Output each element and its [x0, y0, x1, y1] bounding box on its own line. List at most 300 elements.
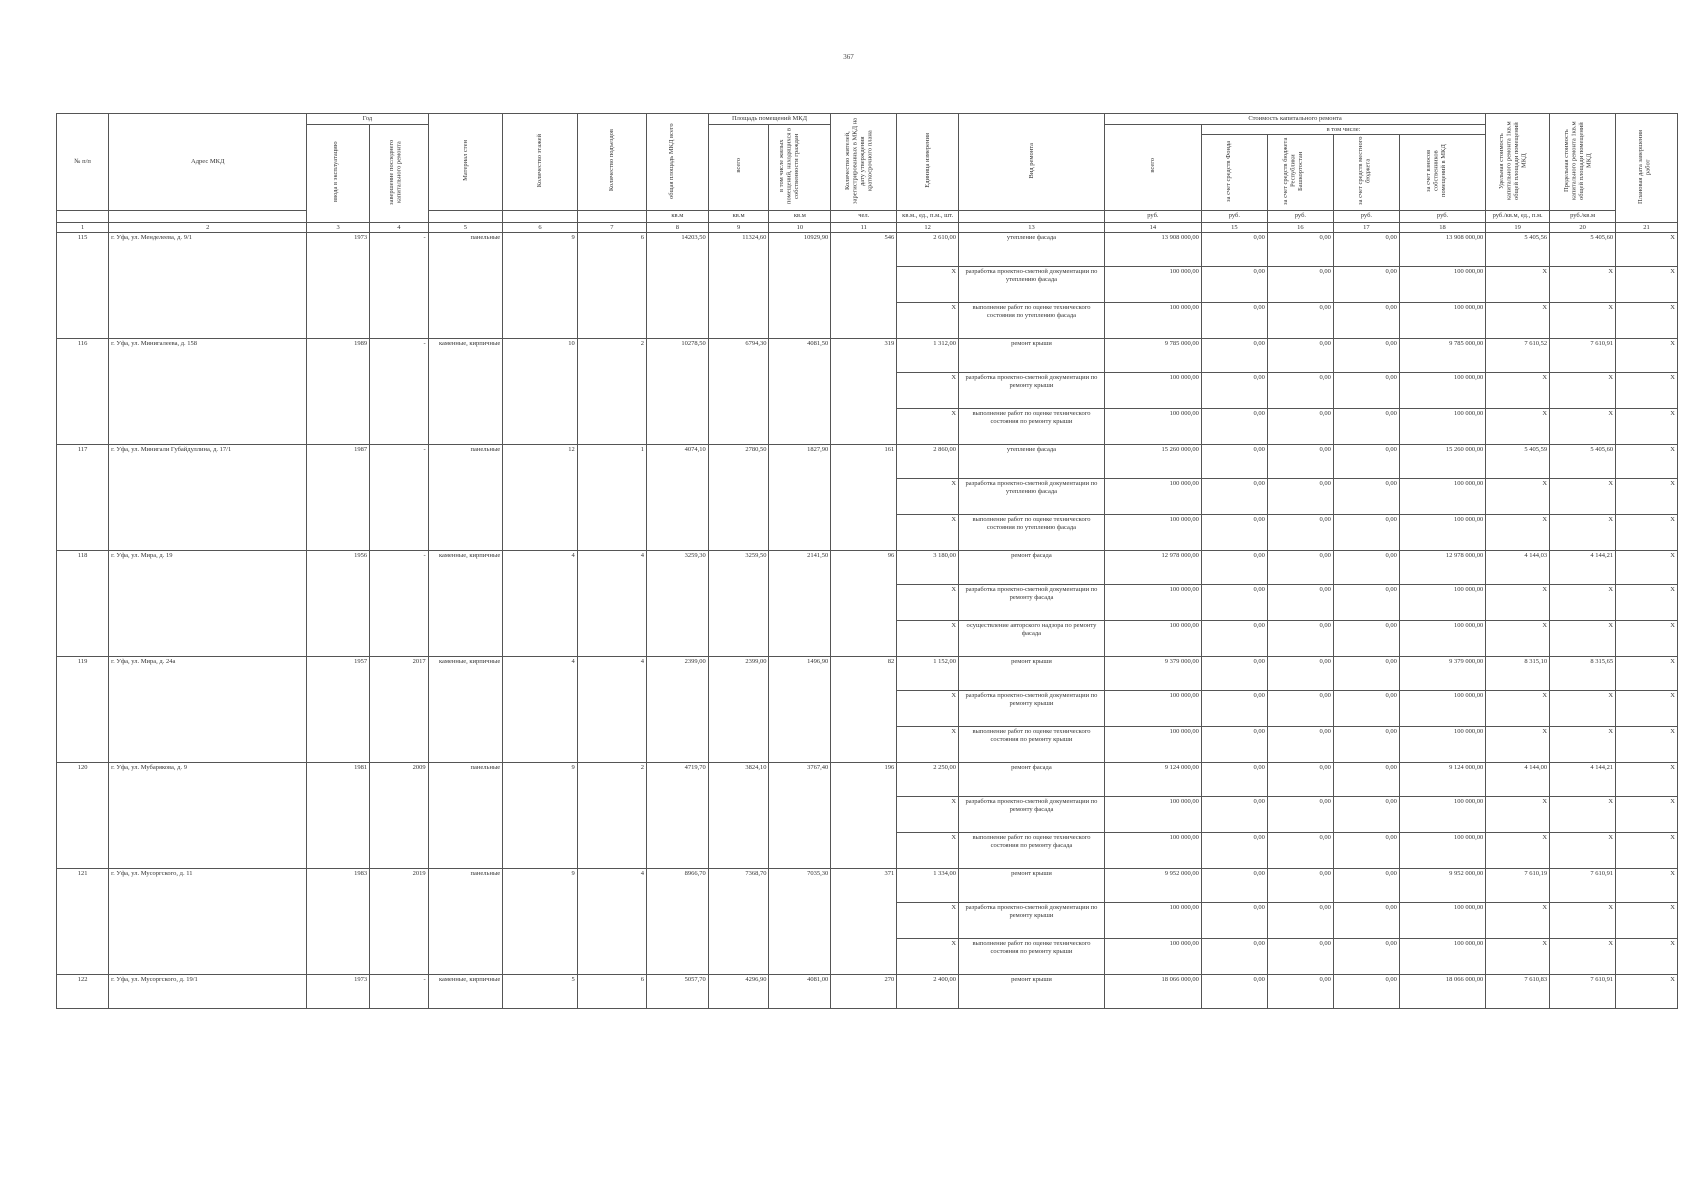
- row-cost-total: 18 066 000,00: [1104, 975, 1201, 1009]
- subrow-quantity: X: [897, 303, 959, 339]
- col-number: 15: [1201, 222, 1267, 233]
- subrow-work-type: выполнение работ по оценке технического состояния по утеплению фасада: [959, 303, 1105, 339]
- subrow-cost-fund: 0,00: [1201, 409, 1267, 445]
- row-repair-type: ремонт крыши: [959, 975, 1105, 1009]
- subrow-cost-owners: 100 000,00: [1399, 621, 1485, 657]
- row-cost-fund: 0,00: [1201, 763, 1267, 797]
- subrow-cost-owners: 100 000,00: [1399, 267, 1485, 303]
- row-unit-cost: 7 610,19: [1486, 869, 1550, 903]
- subrow-cost-fund: 0,00: [1201, 939, 1267, 975]
- unit-cell: кв.м., ед., п.м., шт.: [897, 210, 959, 222]
- header-local: за счет средств местного бюджета: [1333, 135, 1399, 211]
- header-republic: за счет средств бюджета Республики Башкортостан: [1267, 135, 1333, 211]
- subrow-cost-local: 0,00: [1333, 479, 1399, 515]
- subrow-plan-date: X: [1616, 691, 1678, 727]
- subrow-max-cost: X: [1550, 939, 1616, 975]
- row-number: 122: [57, 975, 109, 1009]
- row-cost-fund: 0,00: [1201, 975, 1267, 1009]
- subrow-work-type: осуществление авторского надзора по ремонту фасада: [959, 621, 1105, 657]
- header-year-group: Год: [307, 114, 428, 125]
- subrow-cost-total: 100 000,00: [1104, 797, 1201, 833]
- subrow-plan-date: X: [1616, 373, 1678, 409]
- table-row: [57, 233, 1678, 267]
- subrow-quantity: X: [897, 515, 959, 551]
- table-body: [57, 233, 1678, 1009]
- subrow-plan-date: X: [1616, 797, 1678, 833]
- subrow-cost-republic: 0,00: [1267, 903, 1333, 939]
- row-residents: 161: [831, 445, 897, 551]
- subrow-plan-date: X: [1616, 303, 1678, 339]
- row-unit-cost: 4 144,00: [1486, 763, 1550, 797]
- subrow-plan-date: X: [1616, 267, 1678, 303]
- subrow-cost-total: 100 000,00: [1104, 409, 1201, 445]
- row-total-area: 4719,70: [646, 763, 708, 869]
- subrow-cost-total: 100 000,00: [1104, 939, 1201, 975]
- row-unit-cost: 5 405,56: [1486, 233, 1550, 267]
- subrow-quantity: X: [897, 621, 959, 657]
- row-address: г. Уфа, ул. Менделеева, д. 9/1: [109, 233, 307, 339]
- subrow-unit-cost: X: [1486, 833, 1550, 869]
- row-cost-owners: 13 908 000,00: [1399, 233, 1485, 267]
- subrow-cost-local: 0,00: [1333, 515, 1399, 551]
- row-floors: 5: [503, 975, 578, 1009]
- row-plan-date: X: [1616, 763, 1678, 797]
- unit-cell: руб.: [1104, 210, 1201, 222]
- row-cost-republic: 0,00: [1267, 763, 1333, 797]
- row-repair-type: ремонт крыши: [959, 657, 1105, 691]
- row-cost-republic: 0,00: [1267, 657, 1333, 691]
- row-repair-type: ремонт крыши: [959, 339, 1105, 373]
- row-repair-type: ремонт крыши: [959, 869, 1105, 903]
- subrow-cost-republic: 0,00: [1267, 373, 1333, 409]
- row-unit-cost: 5 405,59: [1486, 445, 1550, 479]
- subrow-work-type: разработка проектно-сметной документации по ремонту фасада: [959, 585, 1105, 621]
- capital-repair-plan-sheet: [56, 113, 1678, 1009]
- subrow-cost-republic: 0,00: [1267, 585, 1333, 621]
- subrow-unit-cost: X: [1486, 939, 1550, 975]
- row-cost-fund: 0,00: [1201, 445, 1267, 479]
- row-wall-material: панельные: [428, 233, 503, 339]
- row-cost-total: 9 952 000,00: [1104, 869, 1201, 903]
- row-year-built: 1989: [307, 339, 370, 445]
- col-number: 1: [57, 222, 109, 233]
- row-cost-republic: 0,00: [1267, 445, 1333, 479]
- row-unit-cost: 4 144,03: [1486, 551, 1550, 585]
- unit-cell: руб.: [1201, 210, 1267, 222]
- subrow-cost-local: 0,00: [1333, 727, 1399, 763]
- header-cost-total: всего: [1104, 124, 1201, 210]
- subrow-max-cost: X: [1550, 833, 1616, 869]
- row-year-built: 1981: [307, 763, 370, 869]
- header-residents: Количество жителей, зарегистрированных в МКД на дату утверждения краткосрочного плана: [831, 114, 897, 211]
- row-quantity: 2 400,00: [897, 975, 959, 1009]
- row-entrances: 6: [577, 975, 646, 1009]
- subrow-cost-republic: 0,00: [1267, 267, 1333, 303]
- row-cost-local: 0,00: [1333, 551, 1399, 585]
- subrow-cost-fund: 0,00: [1201, 303, 1267, 339]
- row-plan-date: X: [1616, 975, 1678, 1009]
- row-year-built: 1983: [307, 869, 370, 975]
- row-unit-cost: 7 610,83: [1486, 975, 1550, 1009]
- subrow-plan-date: X: [1616, 727, 1678, 763]
- subrow-plan-date: X: [1616, 479, 1678, 515]
- subrow-work-type: выполнение работ по оценке технического состояния по ремонту крыши: [959, 727, 1105, 763]
- row-cost-owners: 12 978 000,00: [1399, 551, 1485, 585]
- row-plan-date: X: [1616, 551, 1678, 585]
- row-floors: 12: [503, 445, 578, 551]
- subrow-cost-total: 100 000,00: [1104, 373, 1201, 409]
- subrow-work-type: выполнение работ по оценке технического состояния по ремонту фасада: [959, 833, 1105, 869]
- row-address: г. Уфа, ул. Мусоргского, д. 11: [109, 869, 307, 975]
- header-premises-living: в том числе жилых помещений, находящихся в собственности граждан: [769, 124, 831, 210]
- col-number: 14: [1104, 222, 1201, 233]
- subrow-cost-local: 0,00: [1333, 903, 1399, 939]
- row-quantity: 2 250,00: [897, 763, 959, 797]
- row-repair-type: утепление фасада: [959, 233, 1105, 267]
- subrow-cost-republic: 0,00: [1267, 833, 1333, 869]
- row-plan-date: X: [1616, 339, 1678, 373]
- row-floors: 9: [503, 233, 578, 339]
- row-unit-cost: 8 315,10: [1486, 657, 1550, 691]
- table-row: [57, 551, 1678, 585]
- row-premises-area: 4296,90: [708, 975, 769, 1009]
- subrow-unit-cost: X: [1486, 373, 1550, 409]
- subrow-max-cost: X: [1550, 479, 1616, 515]
- subrow-cost-fund: 0,00: [1201, 903, 1267, 939]
- row-max-cost: 5 405,60: [1550, 233, 1616, 267]
- subrow-unit-cost: X: [1486, 303, 1550, 339]
- subrow-work-type: разработка проектно-сметной документации по ремонту крыши: [959, 373, 1105, 409]
- subrow-cost-owners: 100 000,00: [1399, 903, 1485, 939]
- subrow-cost-republic: 0,00: [1267, 939, 1333, 975]
- row-wall-material: панельные: [428, 445, 503, 551]
- row-cost-local: 0,00: [1333, 233, 1399, 267]
- subrow-cost-owners: 100 000,00: [1399, 303, 1485, 339]
- row-max-cost: 4 144,21: [1550, 763, 1616, 797]
- subrow-quantity: X: [897, 797, 959, 833]
- header-total-area: общая площадь МКД всего: [646, 114, 708, 211]
- row-total-area: 3259,30: [646, 551, 708, 657]
- col-number: 9: [708, 222, 769, 233]
- row-cost-republic: 0,00: [1267, 975, 1333, 1009]
- col-number: 8: [646, 222, 708, 233]
- row-year-repair: -: [370, 975, 429, 1009]
- row-number: 119: [57, 657, 109, 763]
- row-residents: 96: [831, 551, 897, 657]
- row-quantity: 2 860,00: [897, 445, 959, 479]
- row-number: 117: [57, 445, 109, 551]
- subrow-cost-republic: 0,00: [1267, 621, 1333, 657]
- row-repair-type: ремонт фасада: [959, 763, 1105, 797]
- subrow-cost-total: 100 000,00: [1104, 621, 1201, 657]
- row-cost-republic: 0,00: [1267, 551, 1333, 585]
- col-number: 10: [769, 222, 831, 233]
- row-residents: 319: [831, 339, 897, 445]
- header-fund: за счет средств Фонда: [1201, 135, 1267, 211]
- row-living-area: 1827,90: [769, 445, 831, 551]
- subrow-plan-date: X: [1616, 833, 1678, 869]
- row-cost-total: 9 124 000,00: [1104, 763, 1201, 797]
- subrow-max-cost: X: [1550, 691, 1616, 727]
- subrow-cost-fund: 0,00: [1201, 373, 1267, 409]
- header-entrances: Количество подъездов: [577, 114, 646, 211]
- col-number: 2: [109, 222, 307, 233]
- row-cost-owners: 9 379 000,00: [1399, 657, 1485, 691]
- header-repair-type: Вид ремонта: [959, 114, 1105, 211]
- subrow-max-cost: X: [1550, 727, 1616, 763]
- subrow-unit-cost: X: [1486, 409, 1550, 445]
- subrow-cost-total: 100 000,00: [1104, 833, 1201, 869]
- subrow-cost-owners: 100 000,00: [1399, 691, 1485, 727]
- subrow-unit-cost: X: [1486, 727, 1550, 763]
- subrow-cost-republic: 0,00: [1267, 797, 1333, 833]
- subrow-cost-fund: 0,00: [1201, 727, 1267, 763]
- row-repair-type: утепление фасада: [959, 445, 1105, 479]
- subrow-cost-owners: 100 000,00: [1399, 939, 1485, 975]
- subrow-cost-total: 100 000,00: [1104, 479, 1201, 515]
- row-max-cost: 5 405,60: [1550, 445, 1616, 479]
- row-cost-local: 0,00: [1333, 657, 1399, 691]
- row-entrances: 2: [577, 339, 646, 445]
- row-residents: 546: [831, 233, 897, 339]
- row-premises-area: 7368,70: [708, 869, 769, 975]
- header-premises-group: Площадь помещений МКД: [708, 114, 830, 125]
- subrow-unit-cost: X: [1486, 797, 1550, 833]
- subrow-unit-cost: X: [1486, 585, 1550, 621]
- row-living-area: 4081,50: [769, 339, 831, 445]
- col-number: 18: [1399, 222, 1485, 233]
- subrow-quantity: X: [897, 727, 959, 763]
- subrow-max-cost: X: [1550, 797, 1616, 833]
- subrow-quantity: X: [897, 267, 959, 303]
- subrow-unit-cost: X: [1486, 903, 1550, 939]
- subrow-cost-total: 100 000,00: [1104, 585, 1201, 621]
- subrow-work-type: разработка проектно-сметной документации по утеплению фасада: [959, 479, 1105, 515]
- subrow-quantity: X: [897, 373, 959, 409]
- row-cost-total: 9 379 000,00: [1104, 657, 1201, 691]
- row-year-repair: -: [370, 339, 429, 445]
- subrow-cost-fund: 0,00: [1201, 621, 1267, 657]
- subrow-work-type: разработка проектно-сметной документации по ремонту крыши: [959, 903, 1105, 939]
- subrow-max-cost: X: [1550, 585, 1616, 621]
- row-cost-owners: 9 785 000,00: [1399, 339, 1485, 373]
- subrow-cost-local: 0,00: [1333, 939, 1399, 975]
- row-cost-owners: 15 260 000,00: [1399, 445, 1485, 479]
- row-residents: 196: [831, 763, 897, 869]
- row-address: г. Уфа, ул. Мусоргского, д. 19/1: [109, 975, 307, 1009]
- subrow-cost-local: 0,00: [1333, 267, 1399, 303]
- subrow-cost-total: 100 000,00: [1104, 727, 1201, 763]
- subrow-cost-local: 0,00: [1333, 621, 1399, 657]
- row-quantity: 3 180,00: [897, 551, 959, 585]
- subrow-cost-owners: 100 000,00: [1399, 409, 1485, 445]
- row-address: г. Уфа, ул. Мубарякова, д. 9: [109, 763, 307, 869]
- row-cost-local: 0,00: [1333, 975, 1399, 1009]
- row-premises-area: 3824,10: [708, 763, 769, 869]
- unit-cell: чел.: [831, 210, 897, 222]
- header-unit: Единица измерения: [897, 114, 959, 211]
- table-row: [57, 657, 1678, 691]
- subrow-work-type: разработка проектно-сметной документации по ремонту крыши: [959, 691, 1105, 727]
- unit-cell: руб.: [1267, 210, 1333, 222]
- row-premises-area: 2399,00: [708, 657, 769, 763]
- subrow-quantity: X: [897, 691, 959, 727]
- row-residents: 270: [831, 975, 897, 1009]
- row-living-area: 7035,30: [769, 869, 831, 975]
- subrow-cost-fund: 0,00: [1201, 691, 1267, 727]
- row-entrances: 2: [577, 763, 646, 869]
- row-quantity: 2 610,00: [897, 233, 959, 267]
- subrow-cost-local: 0,00: [1333, 303, 1399, 339]
- subrow-cost-owners: 100 000,00: [1399, 515, 1485, 551]
- header-cost-group: Стоимость капитального ремонта: [1104, 114, 1485, 125]
- subrow-cost-owners: 100 000,00: [1399, 797, 1485, 833]
- subrow-unit-cost: X: [1486, 515, 1550, 551]
- subrow-cost-fund: 0,00: [1201, 833, 1267, 869]
- row-wall-material: каменные, кирпичные: [428, 339, 503, 445]
- subrow-cost-fund: 0,00: [1201, 267, 1267, 303]
- row-floors: 4: [503, 657, 578, 763]
- units-row: [57, 210, 1678, 222]
- unit-cell: руб.: [1399, 210, 1485, 222]
- subrow-max-cost: X: [1550, 373, 1616, 409]
- unit-cell: кв.м: [708, 210, 769, 222]
- subrow-quantity: X: [897, 585, 959, 621]
- row-entrances: 4: [577, 657, 646, 763]
- row-wall-material: каменные, кирпичные: [428, 975, 503, 1009]
- row-max-cost: 7 610,91: [1550, 339, 1616, 373]
- row-address: г. Уфа, ул. Мира, д. 24а: [109, 657, 307, 763]
- unit-cell: руб.: [1333, 210, 1399, 222]
- row-year-built: 1957: [307, 657, 370, 763]
- subrow-unit-cost: X: [1486, 691, 1550, 727]
- subrow-work-type: разработка проектно-сметной документации по ремонту фасада: [959, 797, 1105, 833]
- row-cost-owners: 9 952 000,00: [1399, 869, 1485, 903]
- subrow-max-cost: X: [1550, 903, 1616, 939]
- row-year-repair: 2017: [370, 657, 429, 763]
- col-number: 6: [503, 222, 578, 233]
- col-number: 7: [577, 222, 646, 233]
- subrow-cost-fund: 0,00: [1201, 585, 1267, 621]
- subrow-quantity: X: [897, 833, 959, 869]
- row-repair-type: ремонт фасада: [959, 551, 1105, 585]
- row-living-area: 4081,00: [769, 975, 831, 1009]
- subrow-unit-cost: X: [1486, 267, 1550, 303]
- row-quantity: 1 312,00: [897, 339, 959, 373]
- table-row: [57, 975, 1678, 1009]
- row-year-built: 1973: [307, 233, 370, 339]
- row-living-area: 1496,90: [769, 657, 831, 763]
- subrow-plan-date: X: [1616, 621, 1678, 657]
- row-total-area: 14203,50: [646, 233, 708, 339]
- subrow-work-type: выполнение работ по оценке технического состояния по утеплению фасада: [959, 515, 1105, 551]
- row-cost-owners: 18 066 000,00: [1399, 975, 1485, 1009]
- header-plan-date: Плановая дата завершения работ: [1616, 114, 1678, 223]
- subrow-cost-republic: 0,00: [1267, 727, 1333, 763]
- subrow-quantity: X: [897, 939, 959, 975]
- row-plan-date: X: [1616, 657, 1678, 691]
- row-entrances: 1: [577, 445, 646, 551]
- col-number: 11: [831, 222, 897, 233]
- header-year-built: ввода в эксплуатацию: [307, 124, 370, 222]
- row-cost-republic: 0,00: [1267, 233, 1333, 267]
- row-plan-date: X: [1616, 445, 1678, 479]
- subrow-plan-date: X: [1616, 939, 1678, 975]
- row-max-cost: 4 144,21: [1550, 551, 1616, 585]
- subrow-quantity: X: [897, 903, 959, 939]
- row-wall-material: панельные: [428, 869, 503, 975]
- row-total-area: 8966,70: [646, 869, 708, 975]
- row-living-area: 10929,90: [769, 233, 831, 339]
- header-owners: за счет взносов собственников помещений в МКД: [1399, 135, 1485, 211]
- header-premises-total: всего: [708, 124, 769, 210]
- subrow-cost-total: 100 000,00: [1104, 903, 1201, 939]
- subrow-unit-cost: X: [1486, 479, 1550, 515]
- row-cost-fund: 0,00: [1201, 339, 1267, 373]
- row-unit-cost: 7 610,52: [1486, 339, 1550, 373]
- row-plan-date: X: [1616, 233, 1678, 267]
- table-row: [57, 445, 1678, 479]
- subrow-max-cost: X: [1550, 409, 1616, 445]
- col-number: 13: [959, 222, 1105, 233]
- row-total-area: 2399,00: [646, 657, 708, 763]
- row-cost-local: 0,00: [1333, 763, 1399, 797]
- col-number: 4: [370, 222, 429, 233]
- subrow-cost-owners: 100 000,00: [1399, 833, 1485, 869]
- subrow-cost-republic: 0,00: [1267, 691, 1333, 727]
- unit-cell: кв.м: [646, 210, 708, 222]
- subrow-work-type: выполнение работ по оценке технического состояния по ремонту крыши: [959, 939, 1105, 975]
- row-max-cost: 7 610,91: [1550, 869, 1616, 903]
- subrow-cost-republic: 0,00: [1267, 409, 1333, 445]
- row-year-repair: -: [370, 233, 429, 339]
- row-cost-fund: 0,00: [1201, 869, 1267, 903]
- col-number: 16: [1267, 222, 1333, 233]
- row-plan-date: X: [1616, 869, 1678, 903]
- row-cost-local: 0,00: [1333, 869, 1399, 903]
- col-number: 17: [1333, 222, 1399, 233]
- subrow-cost-total: 100 000,00: [1104, 691, 1201, 727]
- subrow-cost-local: 0,00: [1333, 797, 1399, 833]
- row-living-area: 2141,50: [769, 551, 831, 657]
- col-number: 5: [428, 222, 503, 233]
- subrow-cost-owners: 100 000,00: [1399, 479, 1485, 515]
- row-cost-owners: 9 124 000,00: [1399, 763, 1485, 797]
- row-wall-material: каменные, кирпичные: [428, 657, 503, 763]
- header-address: Адрес МКД: [109, 114, 307, 211]
- subrow-cost-local: 0,00: [1333, 373, 1399, 409]
- col-number: 12: [897, 222, 959, 233]
- row-year-built: 1956: [307, 551, 370, 657]
- row-cost-republic: 0,00: [1267, 869, 1333, 903]
- row-residents: 371: [831, 869, 897, 975]
- row-floors: 9: [503, 763, 578, 869]
- row-cost-fund: 0,00: [1201, 551, 1267, 585]
- unit-cell: кв.м: [769, 210, 831, 222]
- col-number: 21: [1616, 222, 1678, 233]
- table-row: [57, 763, 1678, 797]
- row-premises-area: 11324,60: [708, 233, 769, 339]
- row-cost-total: 12 978 000,00: [1104, 551, 1201, 585]
- row-entrances: 6: [577, 233, 646, 339]
- row-address: г. Уфа, ул. Минигалеева, д. 158: [109, 339, 307, 445]
- table-row: [57, 869, 1678, 903]
- row-total-area: 10278,50: [646, 339, 708, 445]
- row-floors: 4: [503, 551, 578, 657]
- subrow-cost-fund: 0,00: [1201, 479, 1267, 515]
- row-premises-area: 6794,30: [708, 339, 769, 445]
- subrow-work-type: выполнение работ по оценке технического состояния по ремонту крыши: [959, 409, 1105, 445]
